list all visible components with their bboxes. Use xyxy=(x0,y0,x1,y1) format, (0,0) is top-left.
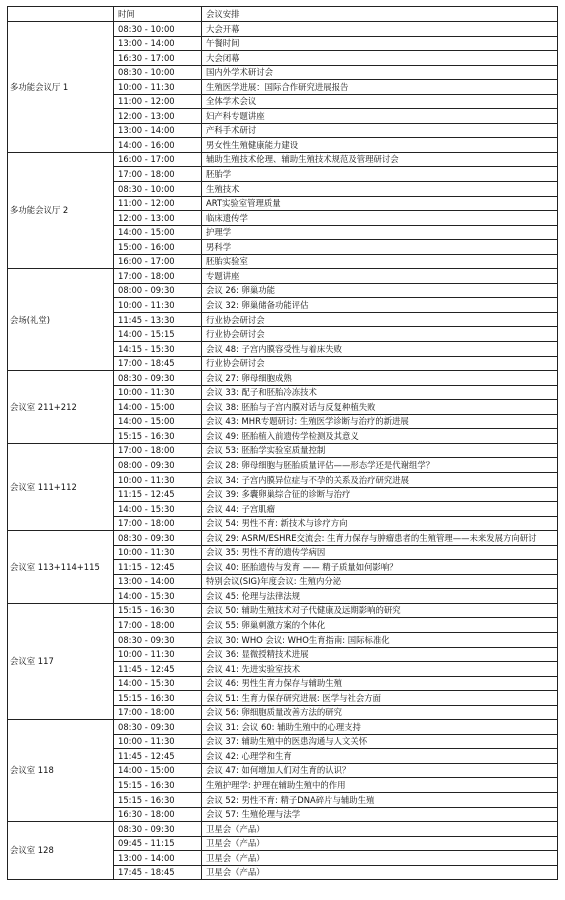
table-row xyxy=(8,269,558,284)
agenda-cell: 会议 26: 卵巢功能 xyxy=(202,283,558,298)
agenda-cell: 生殖医学进展：国际合作研究进展报告 xyxy=(202,80,558,95)
agenda-cell: 会议 57: 生殖伦理与法学 xyxy=(202,807,558,822)
agenda-cell: 会议 41: 先进实验室技术 xyxy=(202,662,558,677)
time-cell: 16:00 - 17:00 xyxy=(114,152,202,167)
agenda-cell: 会议 40: 胚胎遗传与发育 —— 精子质量如何影响？ xyxy=(202,560,558,575)
agenda-cell: 会议 34: 子宫内膜异位症与不孕的关系及治疗研究进展 xyxy=(202,472,558,487)
agenda-cell: 会议 35: 男性不育的遗传学病因 xyxy=(202,545,558,560)
room-cell: 会议室 211+212 xyxy=(8,371,114,444)
time-cell: 13:00 - 14:00 xyxy=(114,36,202,51)
table-row xyxy=(8,152,558,167)
schedule-sheet xyxy=(7,6,557,894)
agenda-cell: 辅助生殖技术伦理、辅助生殖技术规范及管理研讨会 xyxy=(202,152,558,167)
time-cell: 10:00 - 11:30 xyxy=(114,385,202,400)
time-cell: 08:30 - 09:30 xyxy=(114,720,202,735)
time-cell: 15:15 - 16:30 xyxy=(114,778,202,793)
time-cell: 10:00 - 11:30 xyxy=(114,298,202,313)
agenda-cell: 卫星会（产品） xyxy=(202,865,558,880)
room-cell: 会议室 117 xyxy=(8,603,114,719)
time-cell: 17:00 - 18:00 xyxy=(114,618,202,633)
time-cell: 08:00 - 09:30 xyxy=(114,283,202,298)
agenda-cell: 卫星会（产品） xyxy=(202,851,558,866)
time-cell: 09:45 - 11:15 xyxy=(114,836,202,851)
time-cell: 14:00 - 15:30 xyxy=(114,502,202,517)
table-row xyxy=(8,443,558,458)
agenda-cell: 会议 39: 多囊卵巢综合征的诊断与治疗 xyxy=(202,487,558,502)
room-cell: 多功能会议厅 1 xyxy=(8,22,114,153)
room-cell: 会议室 128 xyxy=(8,822,114,880)
agenda-cell: 行业协会研讨会 xyxy=(202,327,558,342)
time-cell: 15:00 - 16:00 xyxy=(114,240,202,255)
agenda-cell: 国内外学术研讨会 xyxy=(202,65,558,80)
time-cell: 14:15 - 15:30 xyxy=(114,342,202,357)
time-cell: 17:00 - 18:00 xyxy=(114,516,202,531)
agenda-cell: 胚胎学 xyxy=(202,167,558,182)
agenda-header: 会议安排 xyxy=(202,7,558,22)
time-cell: 11:00 - 12:00 xyxy=(114,196,202,211)
room-header xyxy=(8,7,114,22)
agenda-cell: 会议 47: 如何增加人们对生育的认识？ xyxy=(202,763,558,778)
time-cell: 13:00 - 14:00 xyxy=(114,123,202,138)
room-cell: 会议室 118 xyxy=(8,720,114,822)
schedule-body xyxy=(8,22,558,880)
time-cell: 17:00 - 18:45 xyxy=(114,356,202,371)
time-cell: 08:30 - 09:30 xyxy=(114,632,202,647)
time-cell: 15:15 - 16:30 xyxy=(114,429,202,444)
agenda-cell: 会议 42: 心理学和生育 xyxy=(202,749,558,764)
time-cell: 14:00 - 15:00 xyxy=(114,400,202,415)
time-cell: 15:15 - 16:30 xyxy=(114,691,202,706)
agenda-cell: 会议 43: MHR专题研讨: 生殖医学诊断与治疗的新进展 xyxy=(202,414,558,429)
time-cell: 11:00 - 12:00 xyxy=(114,94,202,109)
agenda-cell: 会议 50: 辅助生殖技术对子代健康及远期影响的研究 xyxy=(202,603,558,618)
agenda-cell: 会议 37: 辅助生殖中的医患沟通与人文关怀 xyxy=(202,734,558,749)
agenda-cell: 卫星会（产品） xyxy=(202,822,558,837)
agenda-cell: 大会闭幕 xyxy=(202,51,558,66)
room-cell: 会场(礼堂) xyxy=(8,269,114,371)
time-cell: 14:00 - 15:30 xyxy=(114,676,202,691)
time-cell: 16:00 - 17:00 xyxy=(114,254,202,269)
time-cell: 14:00 - 15:00 xyxy=(114,763,202,778)
time-cell: 16:30 - 18:00 xyxy=(114,807,202,822)
agenda-cell: 会议 49: 胚胎植入前遗传学检测及其意义 xyxy=(202,429,558,444)
schedule-table xyxy=(7,6,558,880)
agenda-cell: 会议 27: 卵母细胞成熟 xyxy=(202,371,558,386)
time-cell: 12:00 - 13:00 xyxy=(114,109,202,124)
agenda-cell: 男女性生殖健康能力建设 xyxy=(202,138,558,153)
table-row xyxy=(8,371,558,386)
agenda-cell: 专题讲座 xyxy=(202,269,558,284)
room-cell: 多功能会议厅 2 xyxy=(8,152,114,268)
table-row xyxy=(8,531,558,546)
time-cell: 14:00 - 15:00 xyxy=(114,414,202,429)
agenda-cell: 卫星会（产品） xyxy=(202,836,558,851)
table-row xyxy=(8,822,558,837)
time-cell: 08:30 - 09:30 xyxy=(114,531,202,546)
agenda-cell: 行业协会研讨会 xyxy=(202,356,558,371)
table-row xyxy=(8,603,558,618)
time-cell: 15:15 - 16:30 xyxy=(114,792,202,807)
agenda-cell: 妇产科专题讲座 xyxy=(202,109,558,124)
time-cell: 17:00 - 18:00 xyxy=(114,167,202,182)
time-cell: 17:00 - 18:00 xyxy=(114,705,202,720)
time-cell: 11:45 - 12:45 xyxy=(114,662,202,677)
time-cell: 08:00 - 09:30 xyxy=(114,458,202,473)
agenda-cell: 会议 28: 卵母细胞与胚胎质量评估——形态学还是代谢组学？ xyxy=(202,458,558,473)
time-cell: 14:00 - 15:30 xyxy=(114,589,202,604)
time-header: 时间 xyxy=(114,7,202,22)
time-cell: 17:00 - 18:00 xyxy=(114,269,202,284)
agenda-cell: 会议 38: 胚胎与子宫内膜对话与反复种植失败 xyxy=(202,400,558,415)
agenda-cell: 会议 36: 显微授精技术进展 xyxy=(202,647,558,662)
agenda-cell: ART实验室管理质量 xyxy=(202,196,558,211)
agenda-cell: 会议 44: 子宫肌瘤 xyxy=(202,502,558,517)
agenda-cell: 产科手术研讨 xyxy=(202,123,558,138)
time-cell: 08:30 - 10:00 xyxy=(114,65,202,80)
agenda-cell: 特别会议(SIG)年度会议: 生殖内分泌 xyxy=(202,574,558,589)
agenda-cell: 会议 54: 男性不育: 新技术与诊疗方向 xyxy=(202,516,558,531)
agenda-cell: 会议 33: 配子和胚胎冷冻技术 xyxy=(202,385,558,400)
time-cell: 10:00 - 11:30 xyxy=(114,734,202,749)
time-cell: 10:00 - 11:30 xyxy=(114,647,202,662)
time-cell: 16:30 - 17:00 xyxy=(114,51,202,66)
time-cell: 14:00 - 16:00 xyxy=(114,138,202,153)
table-row xyxy=(8,720,558,735)
time-cell: 15:15 - 16:30 xyxy=(114,603,202,618)
agenda-cell: 护理学 xyxy=(202,225,558,240)
agenda-cell: 全体学术会议 xyxy=(202,94,558,109)
agenda-cell: 会议 29: ASRM/ESHRE交流会: 生育力保存与肿瘤患者的生殖管理——未来发展方向研讨 xyxy=(202,531,558,546)
room-cell: 会议室 113+114+115 xyxy=(8,531,114,604)
agenda-cell: 会议 48: 子宫内膜容受性与着床失败 xyxy=(202,342,558,357)
time-cell: 08:30 - 09:30 xyxy=(114,371,202,386)
agenda-cell: 会议 32: 卵巢储备功能评估 xyxy=(202,298,558,313)
time-cell: 11:15 - 12:45 xyxy=(114,487,202,502)
agenda-cell: 临床遗传学 xyxy=(202,211,558,226)
time-cell: 17:00 - 18:00 xyxy=(114,443,202,458)
agenda-cell: 男科学 xyxy=(202,240,558,255)
agenda-cell: 生殖护理学: 护理在辅助生殖中的作用 xyxy=(202,778,558,793)
time-cell: 10:00 - 11:30 xyxy=(114,472,202,487)
agenda-cell: 会议 56: 卵细胞质量改善方法的研究 xyxy=(202,705,558,720)
time-cell: 14:00 - 15:15 xyxy=(114,327,202,342)
agenda-cell: 会议 51: 生育力保存研究进展: 医学与社会方面 xyxy=(202,691,558,706)
agenda-cell: 会议 52: 男性不育: 精子DNA碎片与辅助生殖 xyxy=(202,792,558,807)
agenda-cell: 会议 55: 卵巢刺激方案的个体化 xyxy=(202,618,558,633)
agenda-cell: 生殖技术 xyxy=(202,182,558,197)
time-cell: 08:30 - 10:00 xyxy=(114,22,202,37)
header-row xyxy=(8,7,558,22)
time-cell: 11:45 - 12:45 xyxy=(114,749,202,764)
agenda-cell: 会议 53: 胚胎学实验室质量控制 xyxy=(202,443,558,458)
time-cell: 13:00 - 14:00 xyxy=(114,851,202,866)
agenda-cell: 大会开幕 xyxy=(202,22,558,37)
room-cell: 会议室 111+112 xyxy=(8,443,114,530)
time-cell: 14:00 - 15:00 xyxy=(114,225,202,240)
table-row xyxy=(8,22,558,37)
agenda-cell: 午餐时间 xyxy=(202,36,558,51)
agenda-cell: 胚胎实验室 xyxy=(202,254,558,269)
time-cell: 10:00 - 11:30 xyxy=(114,545,202,560)
time-cell: 17:45 - 18:45 xyxy=(114,865,202,880)
time-cell: 10:00 - 11:30 xyxy=(114,80,202,95)
time-cell: 08:30 - 09:30 xyxy=(114,822,202,837)
agenda-cell: 会议 45: 伦理与法律法规 xyxy=(202,589,558,604)
time-cell: 11:45 - 13:30 xyxy=(114,312,202,327)
time-cell: 13:00 - 14:00 xyxy=(114,574,202,589)
time-cell: 12:00 - 13:00 xyxy=(114,211,202,226)
agenda-cell: 会议 46: 男性生育力保存与辅助生殖 xyxy=(202,676,558,691)
agenda-cell: 会议 31: 会议 60: 辅助生殖中的心理支持 xyxy=(202,720,558,735)
agenda-cell: 行业协会研讨会 xyxy=(202,312,558,327)
time-cell: 08:30 - 10:00 xyxy=(114,182,202,197)
time-cell: 11:15 - 12:45 xyxy=(114,560,202,575)
agenda-cell: 会议 30: WHO 会议: WHO生育指南: 国际标准化 xyxy=(202,632,558,647)
